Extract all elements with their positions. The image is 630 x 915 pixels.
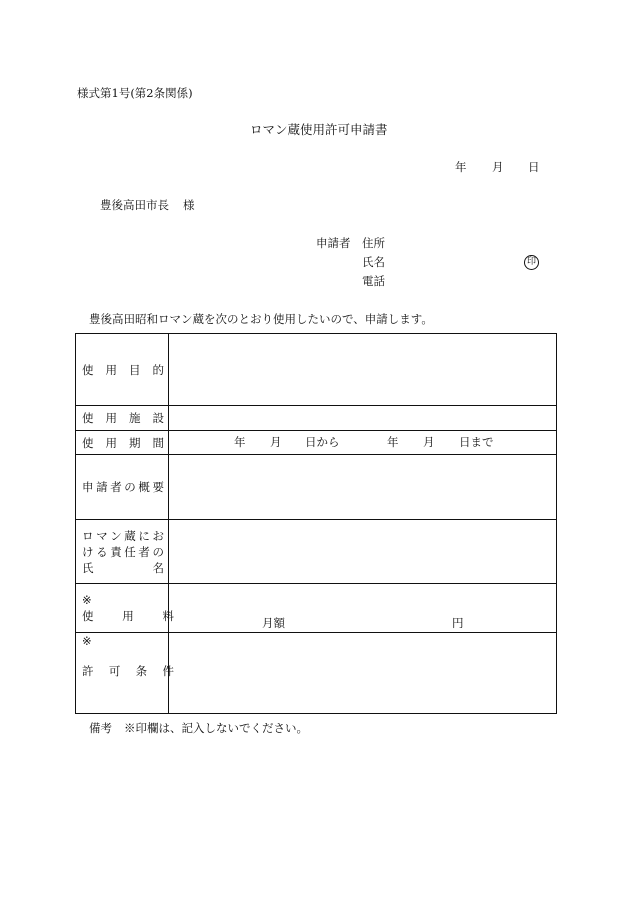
intro-sentence: 豊後高田昭和ロマン蔵を次のとおり使用したいので、申請します。 (89, 312, 433, 326)
fee-office-use-mark: ※ (82, 593, 92, 607)
period-from-month: 月 (270, 435, 282, 449)
label-manager-line-2: け る 責 任 者 の (82, 544, 164, 559)
document-title: ロマン蔵使用許可申請書 (250, 122, 388, 137)
period-to-year: 年 (387, 435, 399, 449)
period-from-day: 日から (305, 435, 340, 449)
label-cell-period (76, 431, 169, 455)
facility-field (169, 406, 556, 431)
label-conditions: 許 可 条 件 (82, 664, 174, 678)
addressee-name: 豊後高田市長 (100, 198, 169, 212)
period-field (169, 431, 556, 455)
purpose-field (169, 334, 556, 406)
name-label: 氏名 (362, 255, 385, 269)
period-to-month: 月 (423, 435, 435, 449)
label-manager-line-1: ロ マ ン 蔵 に お (82, 528, 164, 543)
fee-monthly-label: 月額 (262, 616, 285, 630)
seal-mark: 印 (524, 255, 539, 270)
address-label: 住所 (362, 236, 385, 250)
label-cell-summary (76, 455, 169, 520)
label-period: 使 用 期 間 (82, 435, 164, 450)
phone-label: 電話 (362, 274, 385, 288)
label-cell-facility (76, 406, 169, 431)
fee-field (169, 584, 556, 633)
label-purpose: 使 用 目 的 (82, 362, 164, 377)
label-manager-line-3: 氏 名 (82, 560, 164, 575)
period-to-day: 日まで (459, 435, 494, 449)
label-cell-purpose (76, 334, 169, 406)
date-year-label: 年 (455, 160, 467, 174)
addressee-honorific: 様 (183, 198, 195, 212)
label-fee: 使 用 料 (82, 609, 174, 623)
period-from-year: 年 (234, 435, 246, 449)
form-number: 様式第1号(第2条関係) (77, 86, 193, 100)
label-cell-conditions (76, 633, 174, 713)
summary-field (169, 455, 556, 520)
date-day-label: 日 (528, 160, 540, 174)
application-table (75, 333, 557, 714)
label-facility: 使 用 施 設 (82, 411, 164, 425)
applicant-label: 申請者 (316, 236, 351, 250)
manager-field (169, 520, 556, 584)
label-summary: 申 請 者 の 概 要 (82, 480, 164, 494)
conditions-office-use-mark: ※ (82, 634, 92, 648)
label-cell-manager (76, 520, 169, 584)
note-text: ※印欄は、記入しないでください。 (124, 721, 308, 735)
date-month-label: 月 (492, 160, 504, 174)
fee-currency-label: 円 (452, 616, 464, 630)
label-cell-fee (76, 584, 174, 633)
note-label: 備考 (89, 721, 112, 735)
conditions-field (169, 633, 556, 713)
